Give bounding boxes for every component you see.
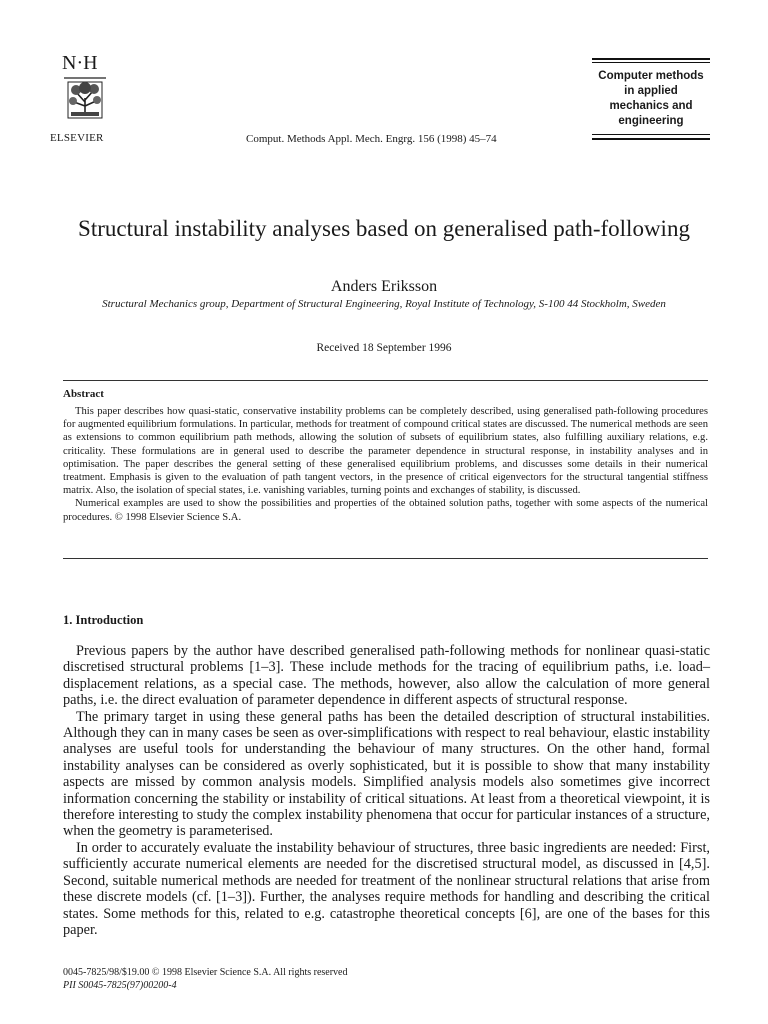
copyright-line: 0045-7825/98/$19.00 © 1998 Elsevier Science S.A. All rights reserved — [63, 967, 348, 978]
received-date: Received 18 September 1996 — [316, 342, 452, 354]
abstract-paragraph: Numerical examples are used to show the possibilities and properties of the obtained solution paths, together with some aspects of the numerical procedures. © 1998 Elsevier Science S.A. — [63, 498, 708, 523]
section-heading: 1. Introduction — [63, 613, 144, 627]
journal-title-line: mechanics and — [609, 100, 693, 112]
journal-title — [592, 69, 710, 129]
elsevier-tree-logo-icon — [62, 76, 108, 122]
journal-title-box — [592, 54, 712, 146]
journal-title-line: engineering — [618, 115, 684, 127]
body-paragraph: In order to accurately evaluate the instability behaviour of structures, three basic ingredients are needed: First, sufficiently accurate numerical elements are needed for the discretised structural model, as discussed in [4,5]. Second, suitable numerical methods are needed for treatment of the nonlinear structural relations that arise from these discrete models (cf. [1–3]). Further, the analyses require methods for handling and describing the critical states. Some methods for this, related to e.g. catastrophe theoretical concepts [6], are one of the bases for this paper. — [63, 839, 710, 938]
body-paragraph: Previous papers by the author have described generalised path-following methods for nonlinear quasi-static discretised structural problems [1–3]. These include methods for the tracing of equilibrium paths, i.e. load–displacement relations, as a special case. The methods, however, also allow the calculation of more general paths, i.e. the direct evaluation of parameter dependence in different aspects of structural response. — [63, 643, 710, 709]
author-affiliation: Structural Mechanics group, Department of Structural Engineering, Royal Institute of Technology, S-100 44 Stockholm, Sweden — [102, 298, 666, 310]
article-title: Structural instability analyses based on generalised path-following — [78, 216, 690, 241]
journal-rule-bottom — [592, 138, 710, 140]
page-footer — [63, 966, 348, 992]
pii-line: PII S0045-7825(97)00200-4 — [63, 980, 177, 991]
publisher-logo-text: N·H — [62, 52, 98, 74]
abstract-paragraph: This paper describes how quasi-static, conservative instability problems can be completely described, using generalised path-following procedures for augmented equilibrium formulations. In particular, methods for treatment of compound critical states are discussed. The numerical methods are seen as extensions to common equilibrium path methods, allowing the solution of subsets of equilibrium states, also fulfilling auxiliary relations, e.g. criticality. These formulations are in general used to describe the parameter dependence in structural response, in instability analyses and in optimisation. The paper describes the general setting of these generalised equilibrium problems, and discusses some details in their numerical treatment. Emphasis is given to the evaluation of path tangent vectors, in the presence of critical eigenvectors for the structural tangential stiffness matrix. Also, the isolation of special states, i.e. vanishing variables, turning points and exchanges of stability, is discussed. — [63, 406, 708, 497]
journal-title-line: in applied — [624, 85, 678, 97]
section-body — [63, 643, 710, 938]
abstract-body — [63, 405, 708, 524]
journal-rule-top — [592, 58, 710, 60]
body-paragraph: The primary target in using these general paths has been the detailed description of structural instabilities. Although they can in many cases be seen as over-simplifications with respect to real behaviour, elastic instability analyses are useful tools for understanding the behaviour of many structures. On the other hand, formal instability analyses can be considered as overly sophisticated, but it is possible to show that many instability aspects are missed by common analysis models. Simplified analysis models also sometimes give incorrect information concerning the stability or instability of critical situations. At least from a theoretical viewpoint, it is therefore interesting to study the complex instability phenomena that occur for particular instances of a structure, when the geometry is parameterised. — [63, 708, 710, 840]
abstract-rule-bottom — [63, 558, 708, 559]
journal-rule-top-thin — [592, 62, 710, 63]
journal-rule-bottom-thin — [592, 134, 710, 135]
journal-title-line: Computer methods — [598, 70, 704, 82]
article-author: Anders Eriksson — [330, 278, 438, 295]
publisher-name: ELSEVIER — [50, 132, 104, 144]
abstract-rule-top — [63, 380, 708, 381]
abstract-heading: Abstract — [63, 388, 104, 400]
journal-citation: Comput. Methods Appl. Mech. Engrg. 156 (1998) 45–74 — [246, 133, 497, 145]
